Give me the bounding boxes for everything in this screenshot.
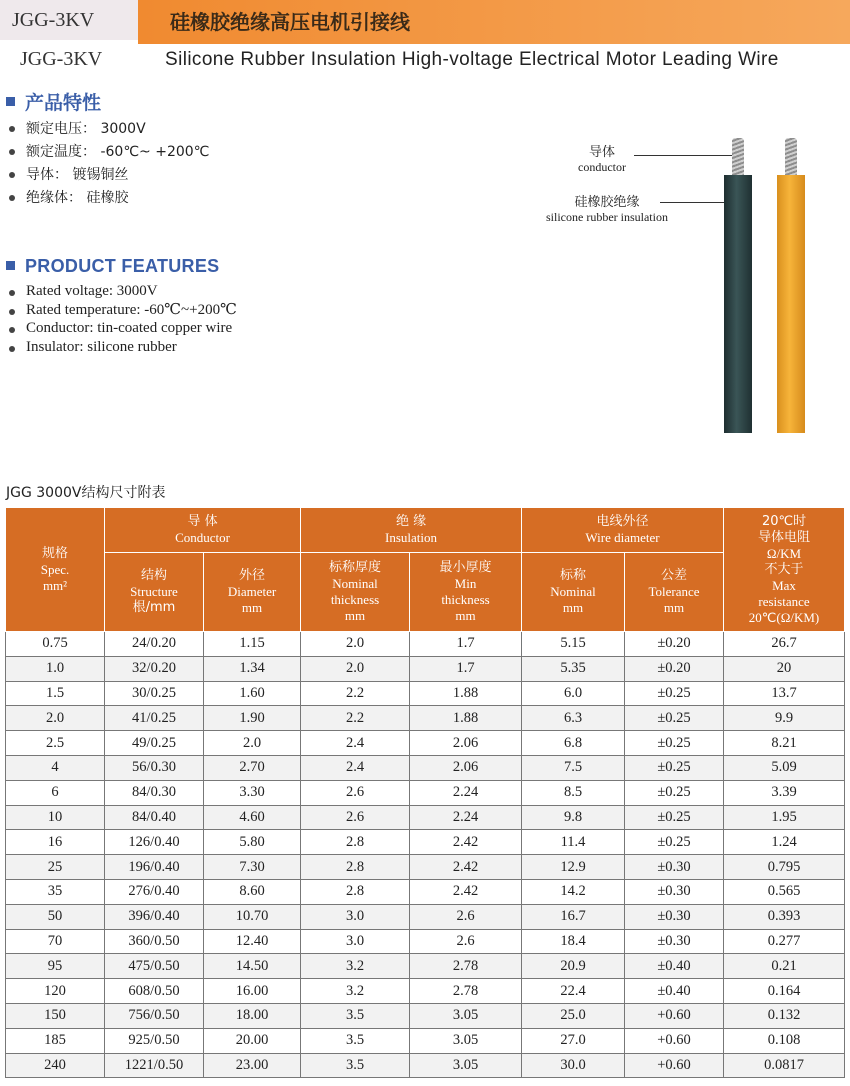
- bullet-icon: [9, 290, 15, 296]
- cell-min-thickness: 2.24: [410, 780, 522, 805]
- conductor-label: 导体 conductor: [578, 145, 626, 174]
- cell-min-thickness: 3.05: [410, 1003, 522, 1028]
- cell-tolerance: ±0.20: [625, 656, 724, 681]
- features-cn-heading: 产品特性: [6, 88, 101, 115]
- cell-max-resistance: 13.7: [724, 681, 845, 706]
- cell-structure: 30/0.25: [105, 681, 204, 706]
- cell-min-thickness: 2.78: [410, 979, 522, 1004]
- table-row: [6, 780, 845, 805]
- cell-diameter: 18.00: [204, 1003, 301, 1028]
- spec-table-body: [6, 632, 845, 1078]
- cell-diameter: 1.90: [204, 706, 301, 731]
- cell-max-resistance: 0.277: [724, 929, 845, 954]
- cell-tolerance: +0.60: [625, 1028, 724, 1053]
- cell-max-resistance: 8.21: [724, 731, 845, 756]
- list-item: Rated temperature: -60℃~+200℃: [8, 301, 237, 320]
- cell-spec: 2.0: [6, 706, 105, 731]
- cell-nominal-thickness: 3.5: [301, 1053, 410, 1078]
- cell-diameter: 10.70: [204, 904, 301, 929]
- cell-nominal-thickness: 2.8: [301, 879, 410, 904]
- model-code-tab: JGG-3KV: [0, 0, 138, 40]
- cell-nominal-diameter: 22.4: [522, 979, 625, 1004]
- cell-nominal-thickness: 2.6: [301, 780, 410, 805]
- cell-max-resistance: 3.39: [724, 780, 845, 805]
- cell-min-thickness: 2.6: [410, 904, 522, 929]
- bullet-icon: [9, 346, 15, 352]
- cell-nominal-diameter: 6.8: [522, 731, 625, 756]
- cell-max-resistance: 0.108: [724, 1028, 845, 1053]
- cell-structure: 126/0.40: [105, 830, 204, 855]
- list-item: Conductor: tin-coated copper wire: [8, 319, 237, 338]
- features-en-heading: PRODUCT FEATURES: [6, 256, 219, 277]
- cell-nominal-thickness: 3.5: [301, 1028, 410, 1053]
- cell-structure: 756/0.50: [105, 1003, 204, 1028]
- square-bullet-icon: [6, 261, 15, 270]
- table-row: [6, 904, 845, 929]
- cell-diameter: 1.15: [204, 632, 301, 657]
- table-row: [6, 805, 845, 830]
- table-row: [6, 1053, 845, 1078]
- page-title-en: Silicone Rubber Insulation High-voltage Electrical Motor Leading Wire: [165, 49, 779, 70]
- cell-structure: 475/0.50: [105, 954, 204, 979]
- list-item: 导体： 镀锡铜丝: [8, 164, 209, 187]
- bullet-icon: [9, 195, 15, 201]
- bullet-icon: [9, 149, 15, 155]
- cell-max-resistance: 20: [724, 656, 845, 681]
- cell-diameter: 5.80: [204, 830, 301, 855]
- cell-min-thickness: 2.6: [410, 929, 522, 954]
- cell-diameter: 20.00: [204, 1028, 301, 1053]
- cell-nominal-thickness: 2.4: [301, 755, 410, 780]
- cell-structure: 41/0.25: [105, 706, 204, 731]
- col-header-structure: 结构 Structure 根/mm: [105, 553, 204, 632]
- cell-nominal-thickness: 2.8: [301, 830, 410, 855]
- table-row: [6, 879, 845, 904]
- col-header-nominal-thickness: 标称厚度 Nominal thickness mm: [301, 553, 410, 632]
- cell-structure: 1221/0.50: [105, 1053, 204, 1078]
- cell-min-thickness: 3.05: [410, 1053, 522, 1078]
- table-row: [6, 855, 845, 880]
- cell-tolerance: ±0.30: [625, 904, 724, 929]
- cell-tolerance: +0.60: [625, 1003, 724, 1028]
- cell-nominal-diameter: 9.8: [522, 805, 625, 830]
- cell-nominal-diameter: 8.5: [522, 780, 625, 805]
- cell-tolerance: ±0.25: [625, 681, 724, 706]
- cell-diameter: 1.60: [204, 681, 301, 706]
- cell-nominal-thickness: 2.0: [301, 656, 410, 681]
- cell-nominal-thickness: 3.0: [301, 929, 410, 954]
- cell-tolerance: ±0.30: [625, 929, 724, 954]
- cell-nominal-diameter: 25.0: [522, 1003, 625, 1028]
- cell-spec: 1.5: [6, 681, 105, 706]
- table-row: [6, 632, 845, 657]
- cell-min-thickness: 2.24: [410, 805, 522, 830]
- col-group-insulation: 绝 缘 Insulation: [301, 508, 522, 553]
- cell-min-thickness: 2.42: [410, 879, 522, 904]
- cell-spec: 6: [6, 780, 105, 805]
- cell-nominal-thickness: 3.2: [301, 979, 410, 1004]
- cell-structure: 360/0.50: [105, 929, 204, 954]
- cell-nominal-thickness: 3.0: [301, 904, 410, 929]
- cell-nominal-thickness: 2.6: [301, 805, 410, 830]
- cell-min-thickness: 2.06: [410, 731, 522, 756]
- cell-tolerance: ±0.40: [625, 979, 724, 1004]
- copper-conductor-strand: [732, 138, 744, 176]
- list-item: 额定温度： -60℃~ +200℃: [8, 141, 209, 164]
- cell-diameter: 2.0: [204, 731, 301, 756]
- cell-nominal-thickness: 2.0: [301, 632, 410, 657]
- list-item: 额定电压： 3000V: [8, 118, 209, 141]
- cell-diameter: 7.30: [204, 855, 301, 880]
- cell-diameter: 8.60: [204, 879, 301, 904]
- model-code: JGG-3KV: [20, 48, 103, 70]
- table-row: [6, 979, 845, 1004]
- cell-nominal-diameter: 5.35: [522, 656, 625, 681]
- cell-nominal-diameter: 14.2: [522, 879, 625, 904]
- col-header-tolerance: 公差 Tolerance mm: [625, 553, 724, 632]
- cell-max-resistance: 5.09: [724, 755, 845, 780]
- cell-max-resistance: 26.7: [724, 632, 845, 657]
- cell-structure: 276/0.40: [105, 879, 204, 904]
- cell-spec: 0.75: [6, 632, 105, 657]
- table-row: [6, 706, 845, 731]
- cell-structure: 196/0.40: [105, 855, 204, 880]
- cell-min-thickness: 1.88: [410, 681, 522, 706]
- cell-structure: 49/0.25: [105, 731, 204, 756]
- bullet-icon: [9, 126, 15, 132]
- cell-structure: 925/0.50: [105, 1028, 204, 1053]
- table-caption: JGG 3000V结构尺寸附表: [6, 485, 166, 501]
- table-row: [6, 954, 845, 979]
- col-header-spec: 规格 Spec. mm²: [6, 508, 105, 632]
- cell-max-resistance: 1.95: [724, 805, 845, 830]
- cell-structure: 24/0.20: [105, 632, 204, 657]
- cell-spec: 95: [6, 954, 105, 979]
- orange-cable-image: [777, 175, 805, 433]
- spec-table: [5, 507, 845, 1078]
- cell-nominal-diameter: 20.9: [522, 954, 625, 979]
- cell-nominal-thickness: 2.4: [301, 731, 410, 756]
- cell-min-thickness: 2.78: [410, 954, 522, 979]
- cell-diameter: 16.00: [204, 979, 301, 1004]
- table-row: [6, 681, 845, 706]
- conductor-pointer-line: [634, 155, 734, 156]
- cell-tolerance: ±0.25: [625, 731, 724, 756]
- cell-spec: 10: [6, 805, 105, 830]
- cell-nominal-diameter: 30.0: [522, 1053, 625, 1078]
- cell-spec: 240: [6, 1053, 105, 1078]
- table-row: [6, 929, 845, 954]
- col-header-nominal-diameter: 标称 Nominal mm: [522, 553, 625, 632]
- dark-cable-image: [724, 175, 752, 433]
- cell-tolerance: ±0.30: [625, 855, 724, 880]
- cell-spec: 16: [6, 830, 105, 855]
- cell-structure: 396/0.40: [105, 904, 204, 929]
- cell-max-resistance: 0.795: [724, 855, 845, 880]
- cell-nominal-thickness: 3.2: [301, 954, 410, 979]
- bullet-icon: [9, 172, 15, 178]
- cell-nominal-thickness: 2.2: [301, 706, 410, 731]
- cell-structure: 84/0.40: [105, 805, 204, 830]
- list-item: 绝缘体： 硅橡胶: [8, 187, 209, 210]
- cell-spec: 150: [6, 1003, 105, 1028]
- cell-spec: 50: [6, 904, 105, 929]
- cell-min-thickness: 2.06: [410, 755, 522, 780]
- cell-min-thickness: 1.88: [410, 706, 522, 731]
- cell-diameter: 2.70: [204, 755, 301, 780]
- cell-spec: 25: [6, 855, 105, 880]
- cell-nominal-diameter: 27.0: [522, 1028, 625, 1053]
- col-group-conductor: 导 体 Conductor: [105, 508, 301, 553]
- cell-nominal-diameter: 16.7: [522, 904, 625, 929]
- cell-max-resistance: 0.164: [724, 979, 845, 1004]
- cell-min-thickness: 1.7: [410, 632, 522, 657]
- cell-tolerance: ±0.25: [625, 805, 724, 830]
- cell-nominal-diameter: 7.5: [522, 755, 625, 780]
- cell-structure: 32/0.20: [105, 656, 204, 681]
- cell-min-thickness: 2.42: [410, 855, 522, 880]
- cell-min-thickness: 1.7: [410, 656, 522, 681]
- cell-max-resistance: 0.132: [724, 1003, 845, 1028]
- cell-tolerance: ±0.25: [625, 830, 724, 855]
- cell-min-thickness: 3.05: [410, 1028, 522, 1053]
- cell-tolerance: ±0.20: [625, 632, 724, 657]
- cell-nominal-diameter: 6.0: [522, 681, 625, 706]
- cell-tolerance: +0.60: [625, 1053, 724, 1078]
- cell-tolerance: ±0.25: [625, 706, 724, 731]
- square-bullet-icon: [6, 97, 15, 106]
- cell-spec: 4: [6, 755, 105, 780]
- features-cn-list: [8, 118, 209, 210]
- cell-spec: 185: [6, 1028, 105, 1053]
- cell-nominal-diameter: 11.4: [522, 830, 625, 855]
- features-en-list: [8, 282, 237, 356]
- table-row: [6, 830, 845, 855]
- bullet-icon: [9, 327, 15, 333]
- cell-spec: 70: [6, 929, 105, 954]
- col-header-diameter: 外径 Diameter mm: [204, 553, 301, 632]
- table-row: [6, 731, 845, 756]
- cell-spec: 35: [6, 879, 105, 904]
- cell-structure: 56/0.30: [105, 755, 204, 780]
- cell-nominal-thickness: 2.8: [301, 855, 410, 880]
- cell-structure: 608/0.50: [105, 979, 204, 1004]
- cell-tolerance: ±0.25: [625, 780, 724, 805]
- cell-max-resistance: 0.565: [724, 879, 845, 904]
- cell-spec: 120: [6, 979, 105, 1004]
- copper-conductor-strand: [785, 138, 797, 176]
- cell-min-thickness: 2.42: [410, 830, 522, 855]
- cell-diameter: 14.50: [204, 954, 301, 979]
- cell-tolerance: ±0.30: [625, 879, 724, 904]
- table-row: [6, 1003, 845, 1028]
- table-row: [6, 656, 845, 681]
- cell-nominal-diameter: 6.3: [522, 706, 625, 731]
- cell-nominal-diameter: 12.9: [522, 855, 625, 880]
- table-row: [6, 755, 845, 780]
- col-group-wire-diameter: 电线外径 Wire diameter: [522, 508, 724, 553]
- cell-spec: 1.0: [6, 656, 105, 681]
- cell-max-resistance: 0.21: [724, 954, 845, 979]
- cell-nominal-thickness: 2.2: [301, 681, 410, 706]
- cell-spec: 2.5: [6, 731, 105, 756]
- bullet-icon: [9, 309, 15, 315]
- cell-diameter: 23.00: [204, 1053, 301, 1078]
- cell-max-resistance: 0.0817: [724, 1053, 845, 1078]
- cell-max-resistance: 9.9: [724, 706, 845, 731]
- cell-nominal-diameter: 5.15: [522, 632, 625, 657]
- cell-diameter: 4.60: [204, 805, 301, 830]
- cell-max-resistance: 0.393: [724, 904, 845, 929]
- page-title-cn: 硅橡胶绝缘高压电机引接线: [138, 0, 850, 44]
- table-row: [6, 1028, 845, 1053]
- cell-diameter: 3.30: [204, 780, 301, 805]
- list-item: Insulator: silicone rubber: [8, 338, 237, 357]
- insulation-label: 硅橡胶绝缘 silicone rubber insulation: [546, 195, 668, 224]
- cell-diameter: 12.40: [204, 929, 301, 954]
- cell-tolerance: ±0.25: [625, 755, 724, 780]
- cell-diameter: 1.34: [204, 656, 301, 681]
- list-item: Rated voltage: 3000V: [8, 282, 237, 301]
- insulation-pointer-line: [660, 202, 726, 203]
- col-header-max-resistance: 20℃时 导体电阻 Ω/KM 不大于 Max resistance 20℃(Ω/KM): [724, 508, 845, 632]
- cell-tolerance: ±0.40: [625, 954, 724, 979]
- col-header-min-thickness: 最小厚度 Min thickness mm: [410, 553, 522, 632]
- cell-nominal-diameter: 18.4: [522, 929, 625, 954]
- cell-nominal-thickness: 3.5: [301, 1003, 410, 1028]
- cell-structure: 84/0.30: [105, 780, 204, 805]
- cell-max-resistance: 1.24: [724, 830, 845, 855]
